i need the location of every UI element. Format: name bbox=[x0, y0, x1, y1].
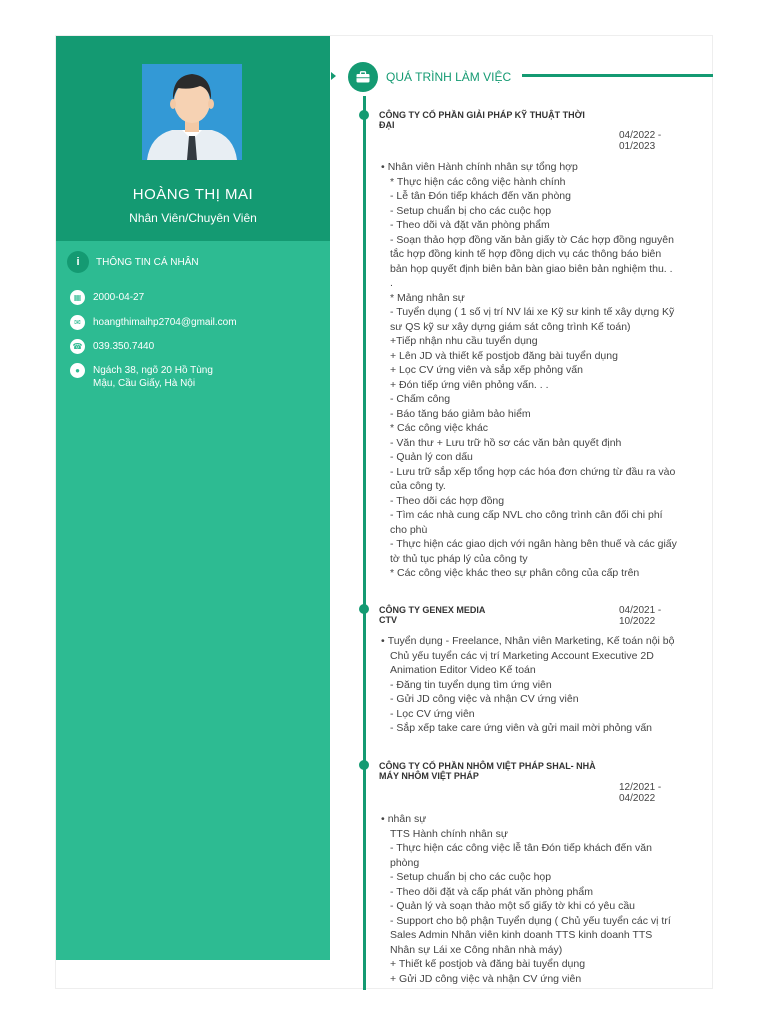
description-line: - Văn thư + Lưu trữ hồ sơ các văn bản quyết định bbox=[390, 436, 622, 449]
description-line: - Báo tăng báo giảm bảo hiểm bbox=[390, 407, 531, 420]
avatar bbox=[142, 64, 242, 160]
description-line: • nhân sự bbox=[381, 812, 693, 827]
description-line: của công ty. bbox=[390, 480, 446, 492]
job-2-description bbox=[381, 634, 693, 736]
description-line: * Thực hiện các công việc hành chính bbox=[390, 175, 566, 188]
person-icon bbox=[142, 64, 242, 160]
description-line: phòng bbox=[390, 856, 420, 869]
job-1-date: 04/2022 - 01/2023 bbox=[619, 130, 662, 152]
timeline-dot bbox=[359, 110, 369, 120]
description-line: - Setup chuẩn bị cho các cuộc họp bbox=[390, 204, 552, 217]
description-line: • Tuyển dụng - Freelance, Nhân viên Marketing, Kế toán nội bộ bbox=[381, 634, 693, 649]
description-line: - Thực hiện các công việc lễ tân Đón tiếp khách đến văn bbox=[390, 842, 652, 854]
job-3-description bbox=[381, 812, 693, 986]
experience-heading-badge bbox=[348, 62, 378, 92]
info-icon: i bbox=[67, 251, 89, 273]
description-line: + Gửi JD công việc và nhận CV ứng viên bbox=[390, 972, 582, 985]
description-line: - Tìm các nhà cung cấp NVL cho công trình cân đối chi phí bbox=[390, 509, 663, 521]
timeline-dot bbox=[359, 604, 369, 614]
description-line: - Sắp xếp take care ứng viên và gửi mail mời phỏng vấn bbox=[390, 722, 652, 734]
description-line: * Mảng nhân sự bbox=[390, 291, 465, 304]
description-line: Sales Admin Nhân viên kinh doanh TTS kinh doanh TTS bbox=[390, 929, 653, 941]
job-3-company: CÔNG TY CỔ PHẦN NHÔM VIỆT PHÁP SHAL- NHÀ MÁY NHÔM VIỆT PHÁP bbox=[379, 761, 596, 781]
description-line: + Lên JD và thiết kế postjob đăng bài tuyển dụng bbox=[390, 349, 618, 362]
description-line: Chủ yếu tuyển các vị trí Marketing Account Executive 2D bbox=[390, 649, 654, 662]
calendar-icon: ▦ bbox=[70, 290, 85, 305]
personal-info-heading bbox=[67, 250, 199, 274]
description-line: +Tiếp nhận nhu cầu tuyển dụng bbox=[390, 335, 538, 347]
description-line: * Các công việc khác theo sự phân công của cấp trên bbox=[390, 567, 640, 579]
description-line: - Theo dõi và đặt văn phòng phẩm bbox=[390, 219, 550, 231]
email-value: hoangthimaihp2704@gmail.com bbox=[93, 317, 237, 328]
address-row bbox=[70, 364, 243, 390]
description-line: + Đón tiếp ứng viên phỏng vấn. . . bbox=[390, 378, 549, 391]
description-line: - Quản lý con dấu bbox=[390, 451, 473, 463]
candidate-role: Nhân Viên/Chuyên Viên bbox=[129, 211, 257, 225]
job-2-company: CÔNG TY GENEX MEDIA CTV bbox=[379, 605, 486, 625]
timeline-dot bbox=[359, 760, 369, 770]
description-line: . bbox=[390, 277, 393, 289]
description-line: tắc hợp đồng kinh tế hợp đồng dịch vụ các thông báo biên bbox=[390, 248, 662, 260]
briefcase-icon bbox=[356, 71, 370, 83]
description-line: + Thiết kế postjob và đăng bài tuyển dụng bbox=[390, 958, 586, 970]
experience-title: QUÁ TRÌNH LÀM VIỆC bbox=[386, 70, 512, 84]
envelope-icon: ✉ bbox=[70, 315, 85, 330]
description-line: Animation Editor Video Kế toán bbox=[390, 664, 536, 676]
job-3-date: 12/2021 - 04/2022 bbox=[619, 782, 662, 804]
description-line: Nhân sự Lái xe Công nhân nhà máy) bbox=[390, 943, 563, 956]
description-line: - Lưu trữ sắp xếp tổng hợp các hóa đơn chứng từ đầu ra vào bbox=[390, 465, 676, 478]
section-arrow-icon bbox=[331, 72, 336, 80]
description-line: - Gửi JD công việc và nhận CV ứng viên bbox=[390, 693, 579, 705]
description-line: + Lọc CV ứng viên và sắp xếp phỏng vấn bbox=[390, 364, 583, 376]
phone-value: 039.350.7440 bbox=[93, 341, 155, 352]
job-2-date: 04/2021 - 10/2022 bbox=[619, 605, 662, 627]
birthday-value: 2000-04-27 bbox=[93, 292, 145, 303]
birthday-row bbox=[70, 291, 243, 305]
description-line: - Chấm công bbox=[390, 393, 451, 405]
description-line: - Tuyển dụng ( 1 số vị trí NV lái xe Kỹ sư kinh tế xây dựng Kỹ bbox=[390, 306, 675, 318]
phone-row bbox=[70, 340, 243, 354]
description-line: - Theo dõi đặt và cấp phát văn phòng phẩm bbox=[390, 885, 593, 898]
description-line: - Setup chuẩn bị cho các cuộc họp bbox=[390, 871, 552, 883]
description-line: cho phù bbox=[390, 523, 428, 536]
description-line: - Quản lý và soạn thảo một số giấy tờ khi có yêu cầu bbox=[390, 900, 636, 912]
description-line: - Lọc CV ứng viên bbox=[390, 707, 475, 720]
timeline-line bbox=[363, 96, 366, 990]
phone-icon: ☎ bbox=[70, 339, 85, 354]
job-1-description bbox=[381, 160, 693, 581]
description-line: - Support cho bộ phận Tuyển dụng ( Chủ yếu tuyển các vị trí bbox=[390, 914, 671, 927]
description-line: * Các công việc khác bbox=[390, 422, 489, 434]
description-line: - Thực hiện các giao dịch với ngân hàng bên thuế và các giấy bbox=[390, 538, 677, 550]
description-line: - Đăng tin tuyển dụng tìm ứng viên bbox=[390, 678, 552, 691]
personal-info-title: THÔNG TIN CÁ NHÂN bbox=[96, 256, 199, 268]
location-pin-icon: ● bbox=[70, 363, 85, 378]
description-line: - Soạn thảo hợp đồng văn bản giấy tờ Các hợp đồng nguyên bbox=[390, 233, 674, 246]
description-line: • Nhân viên Hành chính nhân sự tổng hợp bbox=[381, 160, 693, 175]
description-line: - Theo dõi các hợp đồng bbox=[390, 494, 505, 507]
description-line: sư QS kỹ sư xây dựng giám sát công trình Kế toán) bbox=[390, 320, 631, 333]
candidate-name: HOÀNG THỊ MAI bbox=[132, 186, 254, 203]
description-line: TTS Hành chính nhân sự bbox=[390, 827, 508, 840]
email-row bbox=[70, 316, 243, 330]
description-line: tờ thủ tục pháp lý của công ty bbox=[390, 552, 528, 565]
experience-title-rule bbox=[522, 74, 713, 77]
job-1-company: CÔNG TY CỔ PHẦN GIẢI PHÁP KỸ THUẬT THỜI ĐẠI bbox=[379, 110, 585, 130]
description-line: - Lễ tân Đón tiếp khách đến văn phòng bbox=[390, 190, 571, 202]
address-value: Ngách 38, ngõ 20 Hồ Tùng Mậu, Cầu Giấy, Hà Nội bbox=[93, 365, 213, 389]
description-line: bản họp quyết định biên bản bàn giao biên bản nghiệm thu. . bbox=[390, 262, 673, 275]
